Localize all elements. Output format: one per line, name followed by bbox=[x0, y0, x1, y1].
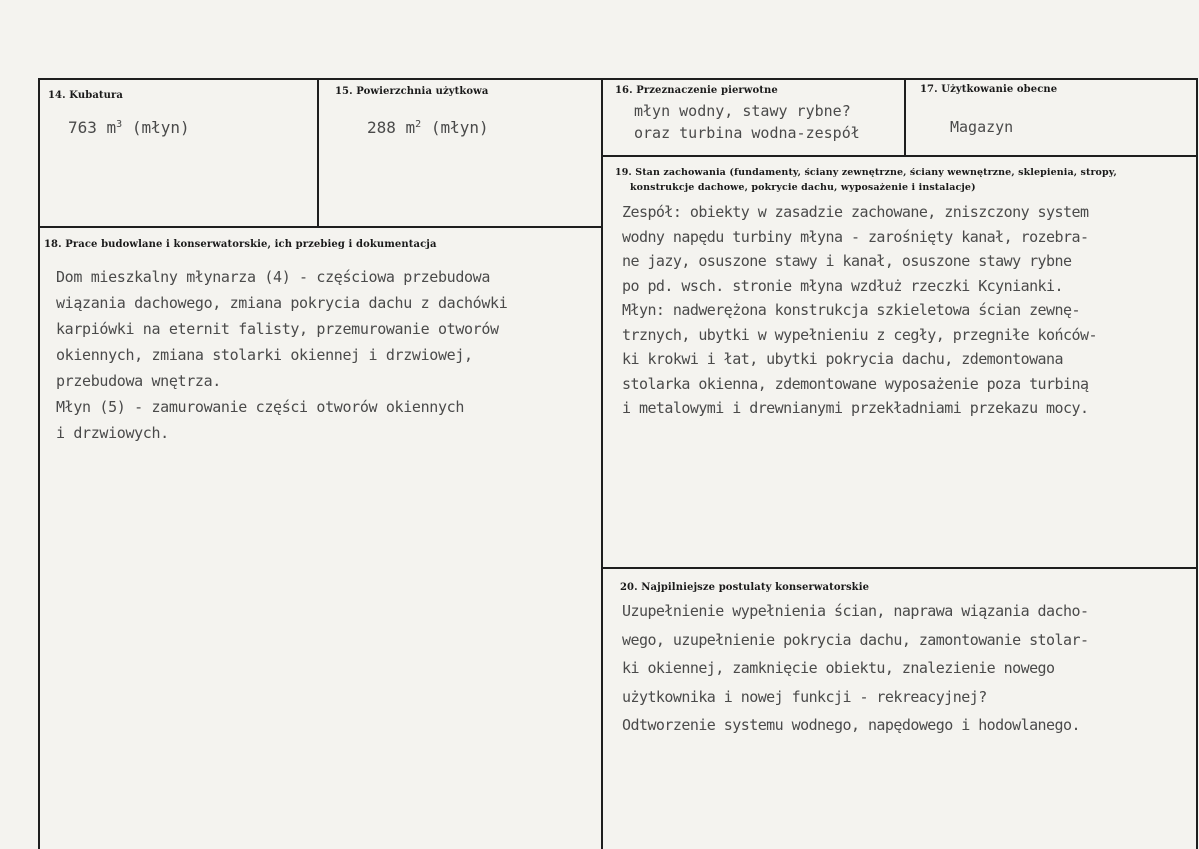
field-15-value-exponent: 2 bbox=[415, 119, 422, 130]
field-18-label: 18. Prace budowlane i konserwatorskie, ich przebieg i dokumentacja bbox=[44, 239, 437, 250]
field-19-line: Zespół: obiekty w zasadzie zachowane, zniszczony system bbox=[622, 203, 1089, 221]
field-19-line: ki krokwi i łat, ubytki pokrycia dachu, zdemontowana bbox=[622, 350, 1064, 368]
rule-col16-17 bbox=[904, 78, 906, 156]
field-20-label: 20. Najpilniejsze postulaty konserwatorskie bbox=[620, 582, 870, 593]
field-18-line: Młyn (5) - zamurowanie części otworów okiennych bbox=[56, 398, 464, 416]
field-19-line: ne jazy, osuszone stawy i kanał, osuszone stawy rybne bbox=[622, 252, 1072, 270]
field-15-label: 15. Powierzchnia użytkowa bbox=[335, 86, 489, 97]
field-20-line: ki okiennej, zamknięcie obiektu, znalezienie nowego bbox=[622, 659, 1055, 677]
field-18-line: Dom mieszkalny młynarza (4) - częściowa przebudowa bbox=[56, 268, 491, 286]
field-14-value-unit: (młyn) bbox=[122, 118, 190, 137]
field-19-line: trznych, ubytki w wypełnieniu z cegły, przegniłe końców- bbox=[622, 325, 1097, 344]
field-19-line: po pd. wsch. stronie młyna wzdłuż rzeczki Kcynianki. bbox=[622, 276, 1064, 295]
field-19-line: i metalowymi i drewnianymi przekładniami przekazu mocy. bbox=[622, 399, 1089, 417]
field-15-value-unit: (młyn) bbox=[421, 118, 489, 137]
field-19-value bbox=[622, 200, 1097, 421]
field-15-value-number: 288 m bbox=[367, 118, 416, 137]
field-19-line: Młyn: nadwerężona konstrukcja szkieletowa ścian zewnę- bbox=[622, 301, 1080, 319]
field-19-line: wodny napędu turbiny młyna - zarośnięty kanał, rozebra- bbox=[622, 227, 1089, 246]
rule-left bbox=[38, 78, 40, 849]
field-14-value-number: 763 m bbox=[68, 118, 117, 137]
field-20-line: wego, uzupełnienie pokrycia dachu, zamontowanie stolar- bbox=[622, 630, 1089, 649]
field-16-line: młyn wodny, stawy rybne? bbox=[634, 102, 851, 120]
field-18-value bbox=[56, 264, 507, 446]
field-20-value bbox=[622, 597, 1088, 740]
field-19-label-line1: 19. Stan zachowania (fundamenty, ściany zewnętrzne, ściany wewnętrzne, sklepienia, stropy, bbox=[615, 167, 1117, 178]
rule-col14-15 bbox=[317, 78, 319, 227]
field-20-line: Odtworzenie systemu wodnego, napędowego i hodowlanego. bbox=[622, 716, 1080, 734]
field-14-label: 14. Kubatura bbox=[48, 90, 123, 101]
rule-row2-right bbox=[603, 567, 1198, 569]
rule-row1-left bbox=[38, 226, 603, 228]
field-16-label: 16. Przeznaczenie pierwotne bbox=[615, 85, 778, 96]
field-17-label: 17. Użytkowanie obecne bbox=[920, 84, 1058, 95]
field-19-line: stolarka okienna, zdemontowane wyposażenie poza turbiną bbox=[622, 374, 1089, 393]
field-15-value bbox=[367, 118, 489, 137]
field-18-line: przebudowa wnętrza. bbox=[56, 372, 221, 390]
field-18-line: karpiówki na eternit falisty, przemurowanie otworów bbox=[56, 320, 499, 338]
field-18-line: wiązania dachowego, zmiana pokrycia dachu z dachówki bbox=[56, 294, 508, 312]
field-14-value bbox=[68, 118, 190, 137]
field-18-line: okiennych, zmiana stolarki okiennej i drzwiowej, bbox=[56, 346, 473, 364]
field-16-line: oraz turbina wodna-zespół bbox=[634, 124, 860, 142]
rule-right bbox=[1196, 78, 1198, 849]
field-16-value bbox=[634, 100, 860, 144]
field-14-value-exponent: 3 bbox=[116, 119, 123, 130]
rule-middle bbox=[601, 78, 603, 849]
field-20-line: użytkownika i nowej funkcji - rekreacyjnej? bbox=[622, 687, 987, 706]
field-19-label-line2: konstrukcje dachowe, pokrycie dachu, wyposażenie i instalacje) bbox=[630, 182, 976, 193]
rule-row1-right bbox=[603, 155, 1198, 157]
field-17-value: Magazyn bbox=[950, 118, 1014, 136]
field-20-line: Uzupełnienie wypełnienia ścian, naprawa wiązania dacho- bbox=[622, 602, 1089, 620]
field-18-line: i drzwiowych. bbox=[56, 424, 169, 442]
rule-top bbox=[38, 78, 1198, 80]
